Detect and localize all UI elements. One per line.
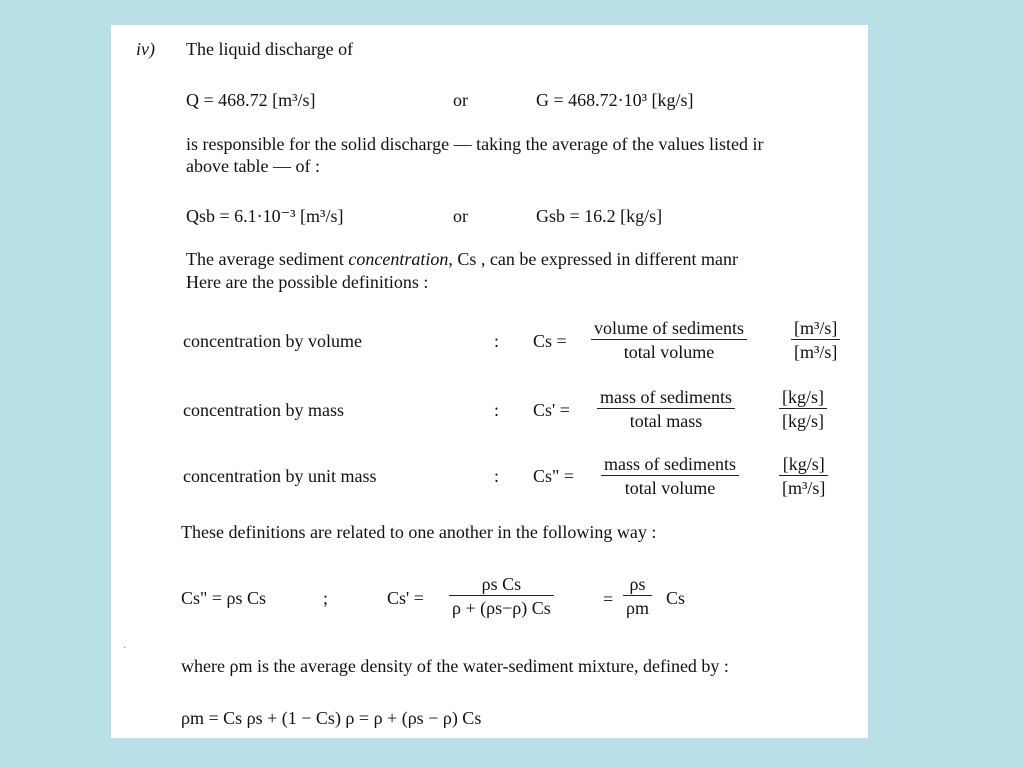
item-marker: iv) [136, 39, 155, 59]
fraction-numerator: ρs Cs [449, 573, 554, 596]
fraction-numerator: ρs [623, 573, 652, 596]
equation-g: G = 468.72·10³ [kg/s] [536, 90, 694, 110]
fraction-denominator: ρm [626, 598, 649, 618]
definition-colon: : [494, 466, 500, 486]
fraction-denominator: ρ + (ρs−ρ) Cs [452, 598, 551, 618]
fraction-numerator: mass of sediments [601, 453, 739, 476]
definition-symbol: Cs" = [533, 466, 575, 486]
paragraph-line: These definitions are related to one another in the following way : [181, 522, 657, 542]
definition-fraction [597, 386, 735, 432]
relation-density-ratio [623, 573, 652, 619]
paragraph-line: above table — of : [186, 156, 320, 176]
equation-gsb: Gsb = 16.2 [kg/s] [536, 206, 663, 226]
paragraph-line [186, 248, 738, 270]
unit-denominator: [m³/s] [794, 342, 838, 362]
definition-colon: : [494, 400, 500, 420]
document-page [111, 25, 868, 738]
relation-tail: Cs [666, 588, 686, 608]
fraction-denominator: total volume [623, 342, 715, 362]
definition-label: concentration by volume [183, 331, 362, 351]
relation-equals: = [603, 589, 614, 609]
unit-numerator: [kg/s] [779, 453, 828, 476]
or-label: or [453, 206, 468, 226]
unit-numerator: [kg/s] [779, 386, 827, 409]
definition-label: concentration by mass [183, 400, 344, 420]
relation-left: Cs" = ρs Cs [181, 588, 267, 608]
mixture-density-equation: ρm = Cs ρs + (1 − Cs) ρ = ρ + (ρs − ρ) Cs [181, 708, 482, 728]
definition-symbol: Cs = [533, 331, 567, 351]
definition-symbol: Cs' = [533, 400, 570, 420]
definition-label: concentration by unit mass [183, 466, 377, 486]
equation-qsb: Qsb = 6.1·10⁻³ [m³/s] [186, 206, 344, 226]
text-run: , Cs , can be expressed in different manr [448, 249, 738, 269]
definition-fraction [601, 453, 739, 499]
relation-symbol: Cs' = [387, 588, 424, 608]
fraction-numerator: volume of sediments [591, 317, 747, 340]
or-label: or [453, 90, 468, 110]
fraction-denominator: total mass [629, 411, 703, 431]
paragraph-line: is responsible for the solid discharge — taking the average of the values listed ir [186, 134, 764, 154]
fraction-denominator: total volume [624, 478, 716, 498]
paragraph-line: Here are the possible definitions : [186, 272, 429, 292]
text-run: The average sediment [186, 249, 349, 269]
paragraph-line: where ρm is the average density of the water-sediment mixture, defined by : [181, 656, 729, 676]
unit-numerator: [m³/s] [791, 317, 840, 340]
relation-fraction [449, 573, 554, 619]
fraction-numerator: mass of sediments [597, 386, 735, 409]
unit-denominator: [kg/s] [782, 411, 824, 431]
unit-denominator: [m³/s] [782, 478, 826, 498]
definition-colon: : [494, 331, 500, 351]
relation-separator: ; [323, 588, 329, 608]
page-speck: · [123, 643, 127, 654]
definition-unit [779, 386, 827, 432]
emphasis-text: concentration [348, 249, 449, 269]
definition-unit [779, 453, 828, 499]
equation-q: Q = 468.72 [m³/s] [186, 90, 316, 110]
definition-fraction [591, 317, 747, 363]
intro-text: The liquid discharge of [186, 39, 354, 59]
definition-unit [791, 317, 840, 363]
